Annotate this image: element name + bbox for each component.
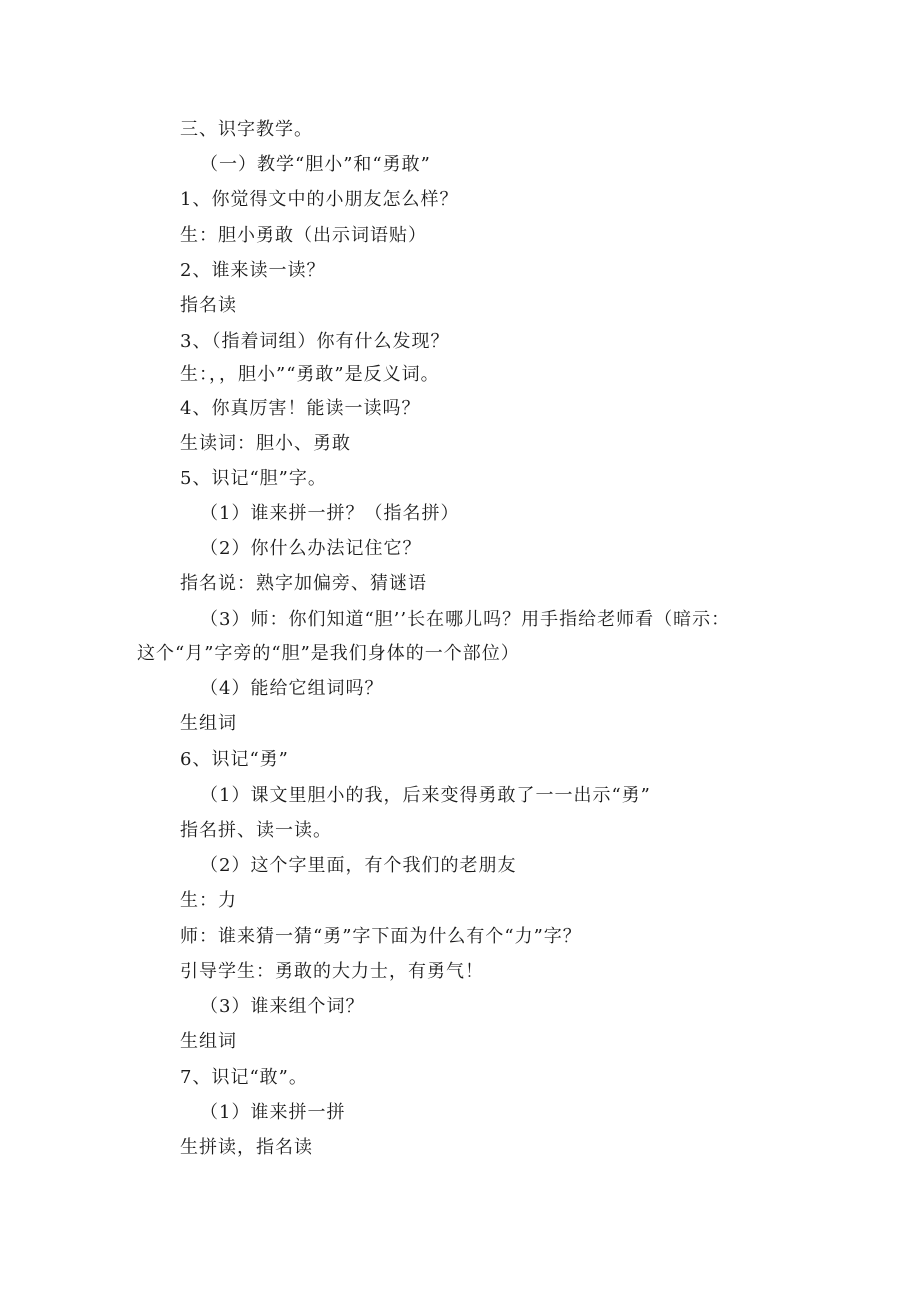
text-line: 生读词：胆小、勇敢 [180, 433, 351, 454]
text-line: （1）课文里胆小的我，后来变得勇敢了一一出示“勇” [200, 785, 651, 806]
text-line: 指名拼、读一读。 [180, 820, 332, 841]
text-line: 指名读 [180, 295, 237, 316]
text-line: （3）师：你们知道“胆’’长在哪儿吗？用手指给老师看（暗示： [200, 609, 731, 630]
text-line: 指名说：熟字加偏旁、猜谜语 [180, 573, 427, 594]
text-line: 5、识记“胆”字。 [180, 468, 327, 489]
section-heading: 三、识字教学。 [180, 119, 313, 140]
text-line: 6、识记“勇” [180, 749, 289, 770]
text-line-wrap: 这个“月”字旁的“胆”是我们身体的一个部位） [137, 643, 520, 664]
text-line: 1、你觉得文中的小朋友怎么样？ [180, 189, 459, 210]
text-line: 4、你真厉害！能读一读吗？ [180, 398, 421, 419]
text-line: 生：力 [180, 890, 237, 911]
text-line: 生组词 [180, 1031, 237, 1052]
text-line: （4）能给它组词吗？ [200, 678, 384, 699]
text-line: （1）谁来拼一拼 [200, 1102, 346, 1123]
text-line: （2）这个字里面，有个我们的老朋友 [200, 855, 517, 876]
text-line: 引导学生：勇敢的大力士，有勇气！ [180, 961, 484, 982]
text-line: 生：胆小勇敢（出示词语贴） [180, 225, 427, 246]
text-line: 2、谁来读一读？ [180, 260, 326, 281]
text-line: （2）你什么办法记住它？ [200, 538, 422, 559]
text-line: 生组词 [180, 713, 237, 734]
text-line: 3、（指着词组）你有什么发现？ [180, 331, 450, 352]
text-line: （1）谁来拼一拼？（指名拼） [200, 503, 460, 524]
text-line: 师：谁来猜一猜“勇”字下面为什么有个“力”字？ [180, 926, 582, 947]
text-line: 生拼读，指名读 [180, 1137, 313, 1158]
text-line: 生：，，胆小”“勇敢”是反义词。 [180, 364, 440, 385]
text-line: （3）谁来组个词？ [200, 996, 365, 1017]
subsection-heading: （一）教学“胆小”和“勇敢” [200, 154, 431, 175]
text-line: 7、识记“敢”。 [180, 1067, 308, 1088]
